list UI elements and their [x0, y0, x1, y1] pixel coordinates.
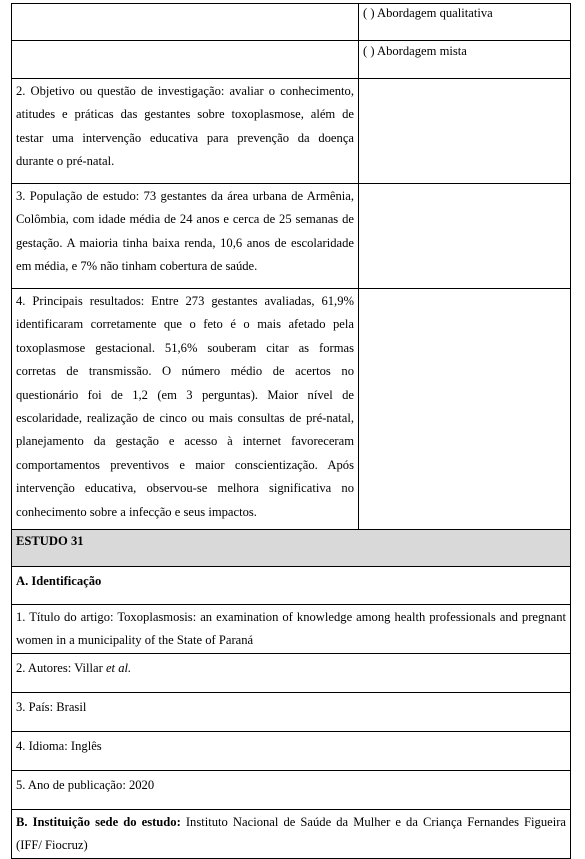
country: 3. País: Brasil	[12, 692, 571, 731]
empty-cell	[12, 4, 359, 41]
empty-cell	[359, 79, 571, 184]
empty-cell	[359, 184, 571, 289]
table-row	[12, 770, 571, 809]
table-row	[12, 184, 571, 289]
authors	[12, 653, 571, 692]
table-row	[12, 530, 571, 567]
authors-label: 2. Autores: Villar	[16, 660, 106, 675]
identification-heading: A. Identificação	[12, 567, 571, 605]
institution-label: B. Instituição sede do estudo:	[16, 814, 181, 829]
table-row	[12, 289, 571, 530]
institution	[12, 809, 571, 858]
table-row	[12, 692, 571, 731]
objective-text: 2. Objetivo ou questão de investigação: avaliar o conhecimento, atitudes e práticas das gestantes sobre toxoplasmose, além de testar uma intervenção educativa para prevenção da doença durante o pré-natal.	[12, 79, 359, 184]
study-header: ESTUDO 31	[12, 530, 571, 567]
table-row	[12, 731, 571, 770]
table-row	[12, 605, 571, 654]
empty-cell	[12, 41, 359, 79]
table-row	[12, 653, 571, 692]
option-mista: ( ) Abordagem mista	[359, 41, 571, 79]
results-text: 4. Principais resultados: Entre 273 gestantes avaliadas, 61,9% identificaram corretamente que o feto é o mais afetado pela toxoplasmose gestacional. 51,6% souberam citar as formas corretas de transmissão. O número médio de acertos no questionário foi de 1,2 (em 3 perguntas). Maior nível de escolaridade, realização de cinco ou mais consultas de pré-natal, planejamento da gestação e acesso à internet favoreceram comportamentos preventivos e maior conscientização. Após intervenção educativa, observou-se melhora significativa no conhecimento sobre a infecção e seus impactos.	[12, 289, 359, 530]
population-text: 3. População de estudo: 73 gestantes da área urbana de Armênia, Colômbia, com idade média de 24 anos e cerca de 25 semanas de gestação. A maioria tinha baixa renda, 10,6 anos de escolaridade em média, e 7% não tinham cobertura de saúde.	[12, 184, 359, 289]
table-row	[12, 4, 571, 41]
authors-etal: et al.	[105, 660, 132, 675]
institution-value: Instituto Nacional de Saúde da Mulher e da Criança Fernandes Figueira (IFF/ Fiocruz)	[16, 814, 567, 853]
table-row	[12, 809, 571, 858]
table-row	[12, 79, 571, 184]
table-row	[12, 567, 571, 605]
empty-cell	[359, 289, 571, 530]
table-row	[12, 41, 571, 79]
study-table	[11, 3, 571, 859]
language: 4. Idioma: Inglês	[12, 731, 571, 770]
publication-year: 5. Ano de publicação: 2020	[12, 770, 571, 809]
option-qualitativa: ( ) Abordagem qualitativa	[359, 4, 571, 41]
article-title: 1. Título do artigo: Toxoplasmosis: an examination of knowledge among health professionals and pregnant women in a municipality of the State of Paraná	[12, 605, 571, 654]
